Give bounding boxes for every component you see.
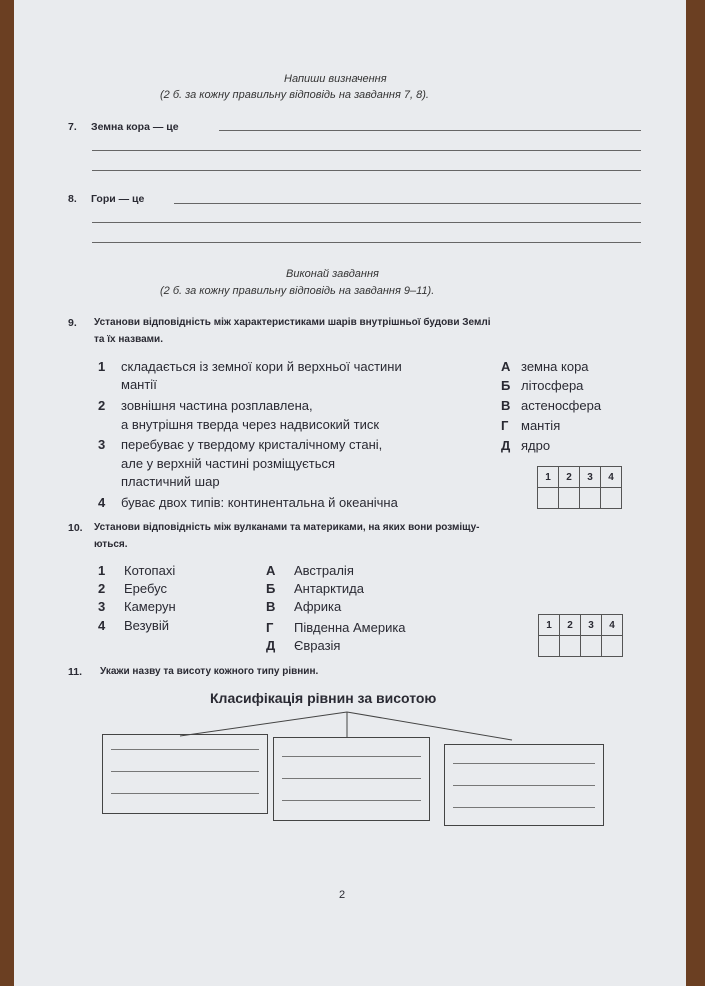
q9-option-letter: В: [501, 398, 511, 413]
q9-item-number: 3: [98, 437, 106, 452]
q9-option-text: мантія: [521, 418, 561, 433]
q9-item-text: мантії: [121, 377, 157, 392]
q10-option-letter: Г: [266, 620, 274, 635]
box-answer-line[interactable]: [282, 756, 421, 757]
q9-option-text: астеносфера: [521, 398, 602, 413]
q10-item-text: Камерун: [124, 599, 176, 614]
plain-type-box-middle: [273, 737, 430, 821]
q9-text-line-2: та їх назвами.: [94, 334, 163, 345]
q10-grid-header: 2: [560, 615, 581, 636]
q9-item-text: але у верхній частині розміщується: [121, 456, 336, 471]
q10-grid-header: 4: [602, 615, 623, 636]
q9-option-text: літосфера: [521, 378, 584, 393]
q8-number: 8.: [68, 193, 77, 205]
q9-grid-header: 4: [601, 467, 622, 488]
q9-item-text: складається із земної кори й верхньої частини: [121, 359, 402, 374]
q10-item-number: 2: [98, 581, 106, 596]
q10-item-number: 3: [98, 599, 106, 614]
box-answer-line[interactable]: [282, 800, 421, 801]
box-answer-line[interactable]: [111, 749, 259, 750]
q11-text: Укажи назву та висоту кожного типу рівнин.: [100, 666, 319, 677]
q10-option-letter: Б: [266, 581, 276, 596]
q10-option-text: Антарктида: [294, 581, 364, 596]
q11-number: 11.: [68, 666, 83, 678]
q10-option-text: Африка: [294, 599, 342, 614]
q10-option-text: Австралія: [294, 563, 354, 578]
q10-grid-header: 3: [581, 615, 602, 636]
q7-number: 7.: [68, 121, 77, 133]
q9-option-letter: Г: [501, 418, 509, 433]
section-2-points: (2 б. за кожну правильну відповідь на завдання 9–11).: [160, 285, 435, 297]
diagram-title: Класифікація рівнин за висотою: [210, 690, 437, 706]
q10-item-number: 4: [98, 618, 106, 633]
q9-item-number: 2: [98, 398, 106, 413]
section-2-title: Виконай завдання: [286, 268, 379, 280]
q9-number: 9.: [68, 317, 77, 329]
q10-number: 10.: [68, 522, 83, 534]
q9-option-text: земна кора: [521, 359, 589, 374]
q9-option-text: ядро: [521, 438, 551, 453]
q9-item-text: перебуває у твердому кристалічному стані,: [121, 437, 383, 452]
q9-item-text: а внутрішня тверда через надвисокий тиск: [121, 417, 380, 432]
q9-option-letter: Б: [501, 378, 511, 393]
q9-text-line-1: Установи відповідність між характеристиками шарів внутрішньої будови Землі: [94, 317, 491, 328]
section-1-points: (2 б. за кожну правильну відповідь на завдання 7, 8).: [160, 89, 429, 101]
page-number: 2: [339, 889, 346, 901]
diagram-connectors: [14, 0, 686, 760]
q10-option-text: Південна Америка: [294, 620, 406, 635]
q9-item-text: буває двох типів: континентальна й океанічна: [121, 495, 398, 510]
q10-option-letter: А: [266, 563, 276, 578]
q10-item-number: 1: [98, 563, 106, 578]
box-answer-line[interactable]: [111, 771, 259, 772]
plain-type-box-left: [102, 734, 268, 814]
q9-item-text: зовнішня частина розплавлена,: [121, 398, 313, 413]
box-answer-line[interactable]: [453, 807, 595, 808]
q9-option-letter: Д: [501, 438, 511, 453]
q10-item-text: Еребус: [124, 581, 167, 596]
box-answer-line[interactable]: [453, 785, 595, 786]
q10-option-letter: В: [266, 599, 276, 614]
q10-item-text: Везувій: [124, 618, 169, 633]
q10-option-letter: Д: [266, 638, 276, 653]
q9-item-number: 1: [98, 359, 106, 374]
q9-grid-header: 2: [559, 467, 580, 488]
q10-text-line-1: Установи відповідність між вулканами та материками, на яких вони розміщу-: [94, 522, 480, 533]
worksheet-page: [14, 0, 686, 986]
q9-option-letter: А: [501, 359, 511, 374]
box-answer-line[interactable]: [282, 778, 421, 779]
q9-grid-header: 1: [538, 467, 559, 488]
q10-text-line-2: ються.: [94, 539, 128, 550]
q9-item-text: пластичний шар: [121, 474, 220, 489]
q10-grid-header: 1: [539, 615, 560, 636]
q10-item-text: Котопахі: [124, 563, 176, 578]
q9-grid-header: 3: [580, 467, 601, 488]
q9-item-number: 4: [98, 495, 106, 510]
q7-text: Земна кора — це: [91, 121, 179, 133]
plain-type-box-right: [444, 744, 604, 826]
q10-option-text: Євразія: [294, 638, 341, 653]
box-answer-line[interactable]: [111, 793, 259, 794]
box-answer-line[interactable]: [453, 763, 595, 764]
q8-text: Гори — це: [91, 193, 145, 205]
section-1-title: Напиши визначення: [284, 73, 387, 85]
